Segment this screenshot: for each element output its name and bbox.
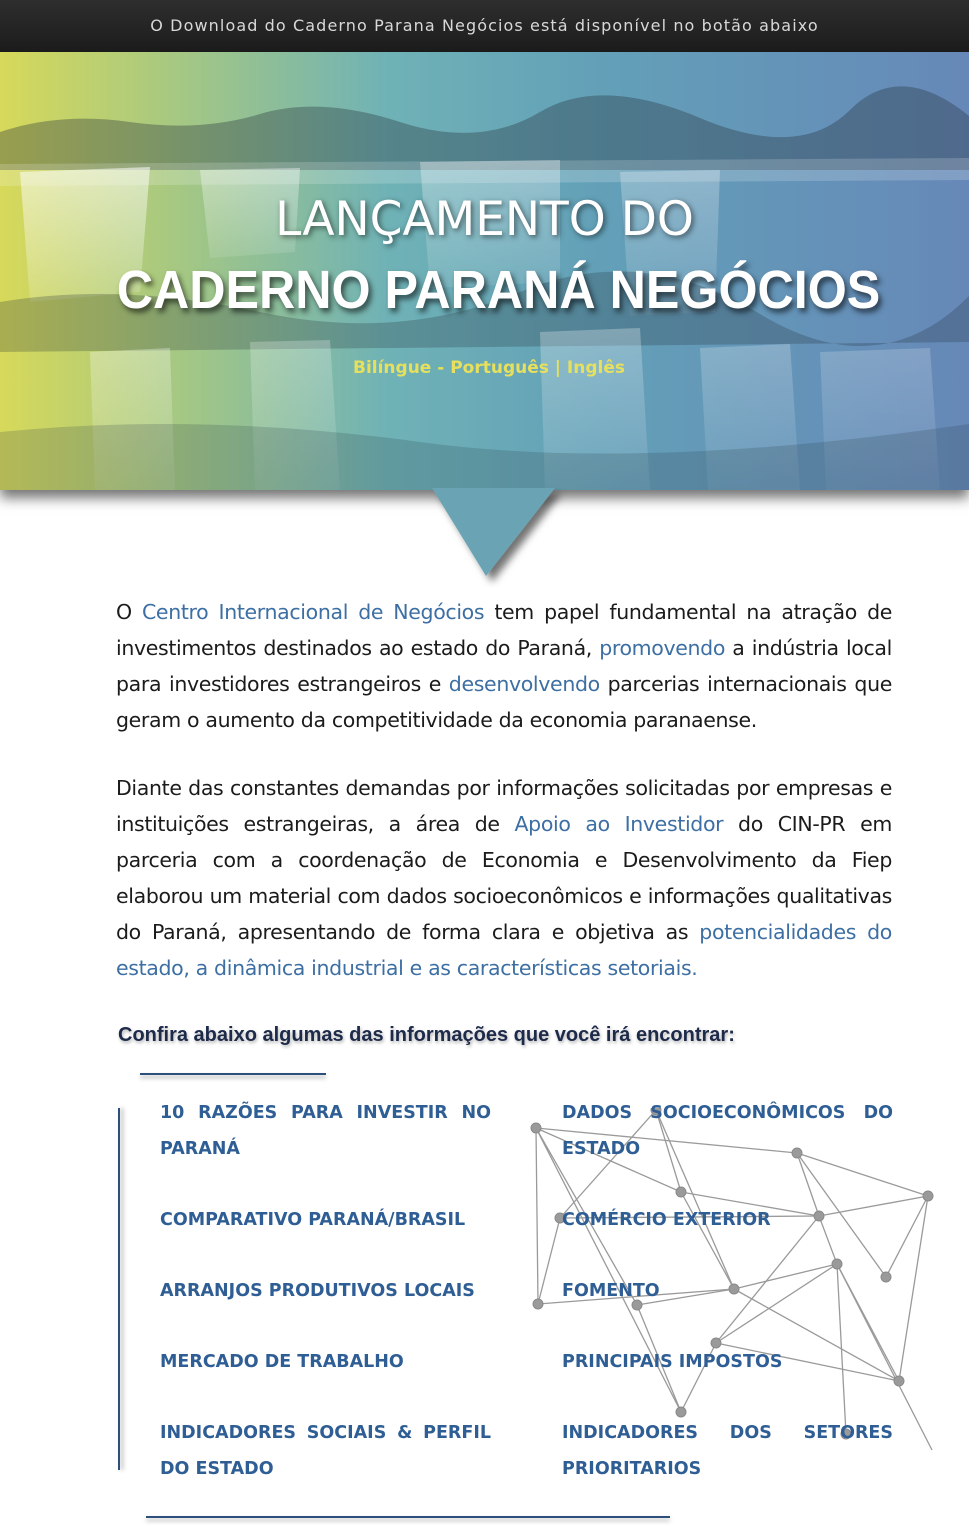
list-item: COMÉRCIO EXTERIOR	[562, 1210, 771, 1230]
highlight-cin-link: Centro Internacional de Negócios	[141, 600, 485, 624]
list-item: INDICADORES SOCIAIS & PERFIL DO ESTADO	[160, 1423, 491, 1479]
highlight-desenvolvendo: desenvolvendo	[448, 672, 600, 696]
text-fragment: do CIN-PR em parceria com a coordenação de Economia e Desenvolvimento da Fiep elaborou um material com dados socioeconômicos e informações qualitativas do Paraná, apresentando de forma clara e objetiva as	[116, 812, 892, 944]
list-item: PRINCIPAIS IMPOSTOS	[562, 1352, 783, 1372]
text-fragment: a indústria local para investidores estrangeiros e	[116, 636, 892, 696]
text-fragment: tem papel fundamental na atração de investimentos destinados ao estado do Paraná,	[116, 600, 893, 660]
intro-paragraph-2	[116, 770, 892, 986]
list-item: COMPARATIVO PARANÁ/BRASIL	[160, 1210, 466, 1230]
list-item: DADOS SOCIOECONÔMICOS DO ESTADO	[562, 1103, 893, 1159]
hero-banner	[0, 52, 969, 490]
highlight-promovendo: promovendo	[599, 636, 726, 660]
heading-underline	[140, 1073, 326, 1075]
text-fragment: parcerias internacionais que geram o aumento da competitividade da economia paranaense.	[116, 672, 892, 732]
list-item: INDICADORES DOS SETORES PRIORITARIOS	[562, 1423, 893, 1479]
intro-paragraph-1	[116, 594, 892, 738]
list-left-rule	[118, 1108, 120, 1470]
text-fragment: Diante das constantes demandas por informações solicitadas por empresas e instituições estrangeiras, a área de	[116, 776, 892, 836]
hero-subtitle: Bilíngue - Português | Inglês	[352, 358, 626, 378]
list-item: 10 RAZÕES PARA INVESTIR NO PARANÁ	[160, 1103, 491, 1159]
announcement-bar	[0, 0, 969, 52]
speech-pointer-arrow	[0, 488, 969, 588]
list-item: FOMENTO	[562, 1281, 660, 1301]
highlight-potencialidades: potencialidades do estado, a dinâmica industrial e as características setoriais.	[116, 920, 892, 980]
list-heading: Confira abaixo algumas das informações que você irá encontrar:	[118, 1024, 735, 1046]
hero-title-line1: LANÇAMENTO DO	[275, 192, 694, 247]
hero-title-line2: CADERNO PARANÁ NEGÓCIOS	[116, 260, 881, 320]
section-bottom-rule	[146, 1516, 670, 1518]
list-item: ARRANJOS PRODUTIVOS LOCAIS	[160, 1281, 475, 1301]
announcement-text: O Download do Caderno Parana Negócios está disponível no botão abaixo	[150, 16, 819, 35]
list-item: MERCADO DE TRABALHO	[160, 1352, 404, 1372]
text-fragment: O	[116, 600, 142, 624]
intro-text	[116, 594, 892, 986]
highlight-apoio-investidor: Apoio ao Investidor	[514, 812, 724, 836]
